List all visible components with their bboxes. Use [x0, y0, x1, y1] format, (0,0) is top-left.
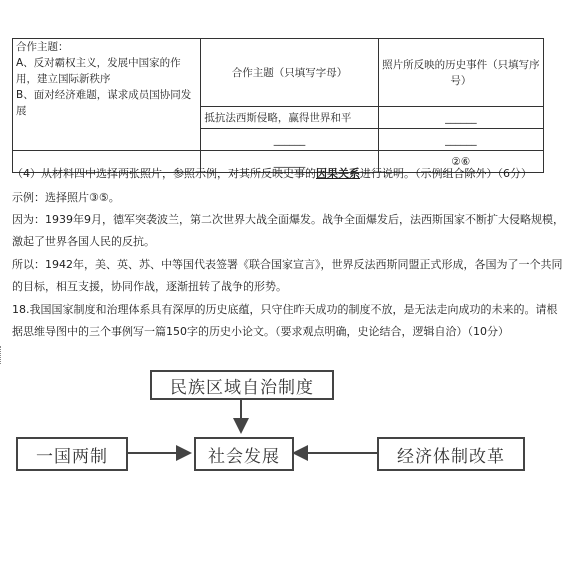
header-theme: 合作主题（只填写字母） — [201, 39, 378, 107]
row3-event: ②⑥ — [378, 151, 543, 173]
mindmap-node-top: 民族区域自治制度 — [150, 370, 334, 400]
row3-theme: ______ — [201, 151, 378, 173]
question-18: 18.我国国家制度和治理体系具有深厚的历史底蕴，只守住昨天成功的制度不放，是无法走向成功的未来的。请根据思维导图中的三个事例写一篇150字的历史小论文。（要求观点明确，史论结合，逻辑自洽）（10分） — [12, 303, 558, 338]
row2-event: ______ — [378, 129, 543, 151]
therefore-paragraph: 所以：1942年，美、英、苏、中等国代表签署《联合国家宣言》，世界反法西斯同盟正式形成，各国为了一个共同的目标，相互支援，协同作战，逐渐扭转了战争的形势。 — [12, 258, 563, 293]
row2-theme: ______ — [201, 129, 378, 151]
row1-theme: 抵抗法西斯侵略，赢得世界和平 — [201, 107, 378, 129]
option-b: B、面对经济难题，谋求成员国协同发展 — [16, 89, 192, 117]
mindmap-node-center: 社会发展 — [194, 437, 294, 471]
row1-event: ______ — [378, 107, 543, 129]
mindmap-node-left: 一国两制 — [16, 437, 128, 471]
q4-suffix: 进行说明。（示例组合除外）（6分） — [360, 167, 532, 180]
option-a: A、反对霸权主义，发展中国家的作用，建立国际新秩序 — [16, 57, 181, 85]
options-title: 合作主题： — [16, 41, 69, 53]
mindmap-node-right: 经济体制改革 — [377, 437, 525, 471]
because-paragraph: 因为：1939年9月，德军突袭波兰，第二次世界大战全面爆发。战争全面爆发后，法西斯国家不断扩大侵略规模，激起了世界各国人民的反抗。 — [12, 213, 564, 248]
q4-emphasis: 因果关系 — [316, 167, 360, 180]
header-event: 照片所反映的历史事件（只填写序号） — [378, 39, 543, 107]
example-line: 示例：选择照片③⑤。 — [12, 191, 120, 204]
q4-prefix: （4）从材料四中选择两张照片，参照示例，对其所反映史事的 — [12, 167, 316, 180]
